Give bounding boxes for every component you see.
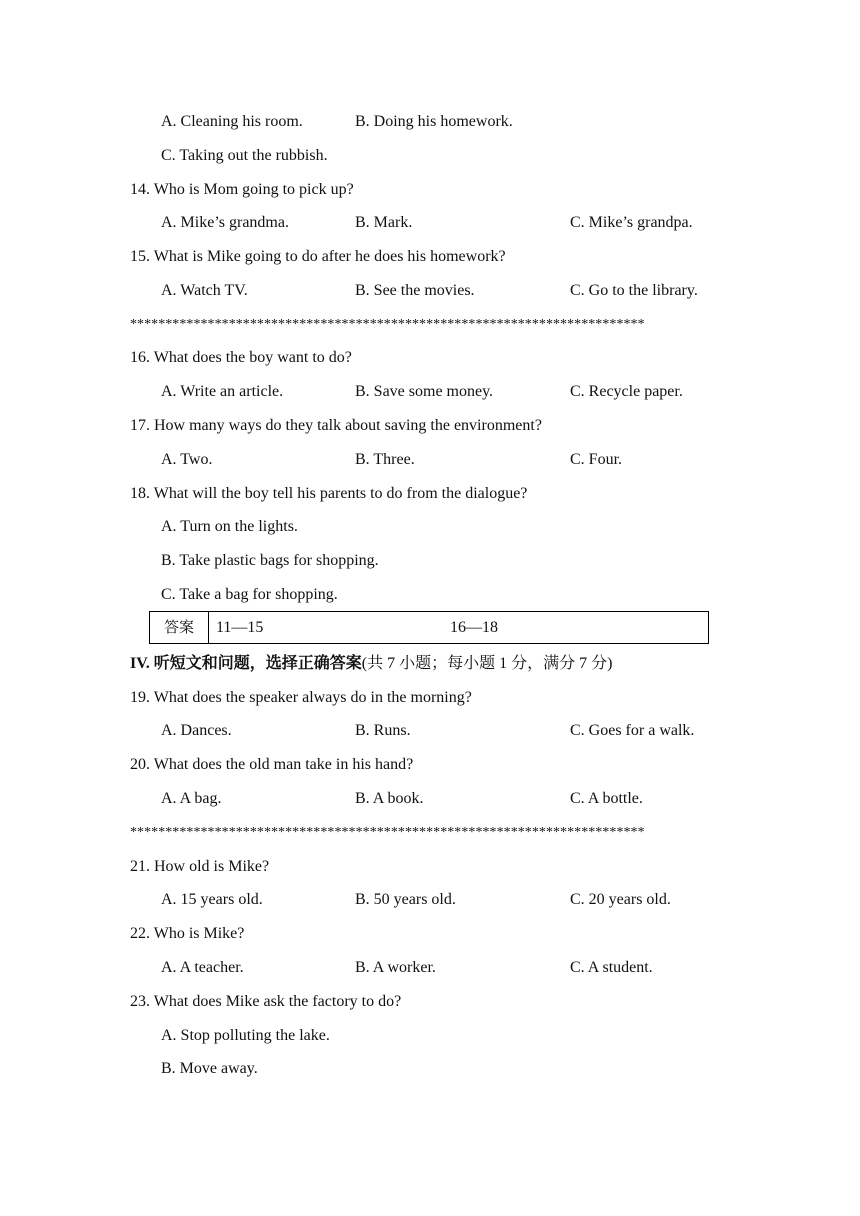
q15-question: 15. What is Mike going to do after he does his homework? bbox=[130, 248, 506, 265]
q22-option-b: B. A worker. bbox=[355, 959, 436, 976]
q14-option-a: A. Mike’s grandma. bbox=[161, 214, 289, 231]
answer-range-16-18: 16—18 bbox=[450, 619, 498, 636]
q23-question: 23. What does Mike ask the factory to do? bbox=[130, 993, 402, 1010]
q20-option-c: C. A bottle. bbox=[570, 790, 643, 807]
answer-label: 答案 bbox=[150, 612, 209, 643]
section-4-heading bbox=[130, 654, 612, 674]
q17-option-a: A. Two. bbox=[161, 451, 213, 468]
q13-option-a: A. Cleaning his room. bbox=[161, 113, 303, 130]
q15-option-a: A. Watch TV. bbox=[161, 282, 248, 299]
q22-option-a: A. A teacher. bbox=[161, 959, 244, 976]
q19-question: 19. What does the speaker always do in the morning? bbox=[130, 689, 472, 706]
q21-option-b: B. 50 years old. bbox=[355, 891, 456, 908]
q17-question: 17. How many ways do they talk about saving the environment? bbox=[130, 417, 542, 434]
q17-option-b: B. Three. bbox=[355, 451, 415, 468]
q16-option-c: C. Recycle paper. bbox=[570, 383, 683, 400]
q22-option-c: C. A student. bbox=[570, 959, 653, 976]
divider-stars: ************************************************************************* bbox=[130, 317, 645, 332]
q17-option-c: C. Four. bbox=[570, 451, 623, 468]
q21-option-c: C. 20 years old. bbox=[570, 891, 671, 908]
q18-question: 18. What will the boy tell his parents to do from the dialogue? bbox=[130, 485, 528, 502]
q19-option-b: B. Runs. bbox=[355, 722, 411, 739]
q13-option-c: C. Taking out the rubbish. bbox=[161, 147, 328, 164]
q13-option-b: B. Doing his homework. bbox=[355, 113, 513, 130]
q14-question: 14. Who is Mom going to pick up? bbox=[130, 181, 354, 198]
answer-range-11-15: 11—15 bbox=[216, 619, 264, 636]
q16-option-a: A. Write an article. bbox=[161, 383, 284, 400]
q14-option-c: C. Mike’s grandpa. bbox=[570, 214, 693, 231]
divider-stars-2: ************************************************************************* bbox=[130, 825, 645, 840]
q16-question: 16. What does the boy want to do? bbox=[130, 349, 352, 366]
q20-option-a: A. A bag. bbox=[161, 790, 222, 807]
q23-option-b: B. Move away. bbox=[161, 1060, 258, 1077]
q14-option-b: B. Mark. bbox=[355, 214, 413, 231]
q18-option-a: A. Turn on the lights. bbox=[161, 518, 298, 535]
q18-option-b: B. Take plastic bags for shopping. bbox=[161, 552, 379, 569]
q19-option-a: A. Dances. bbox=[161, 722, 232, 739]
q21-question: 21. How old is Mike? bbox=[130, 858, 270, 875]
q15-option-b: B. See the movies. bbox=[355, 282, 475, 299]
q16-option-b: B. Save some money. bbox=[355, 383, 494, 400]
q20-option-b: B. A book. bbox=[355, 790, 424, 807]
q19-option-c: C. Goes for a walk. bbox=[570, 722, 695, 739]
q18-option-c: C. Take a bag for shopping. bbox=[161, 586, 338, 603]
q22-question: 22. Who is Mike? bbox=[130, 925, 245, 942]
q20-question: 20. What does the old man take in his hand? bbox=[130, 756, 414, 773]
q23-option-a: A. Stop polluting the lake. bbox=[161, 1027, 330, 1044]
section-4-note: (共 7 小题；每小题 1 分，满分 7 分) bbox=[361, 655, 613, 672]
q15-option-c: C. Go to the library. bbox=[570, 282, 698, 299]
answer-box bbox=[149, 611, 709, 644]
section-4-title: IV. 听短文和问题，选择正确答案 bbox=[130, 655, 362, 672]
q21-option-a: A. 15 years old. bbox=[161, 891, 263, 908]
